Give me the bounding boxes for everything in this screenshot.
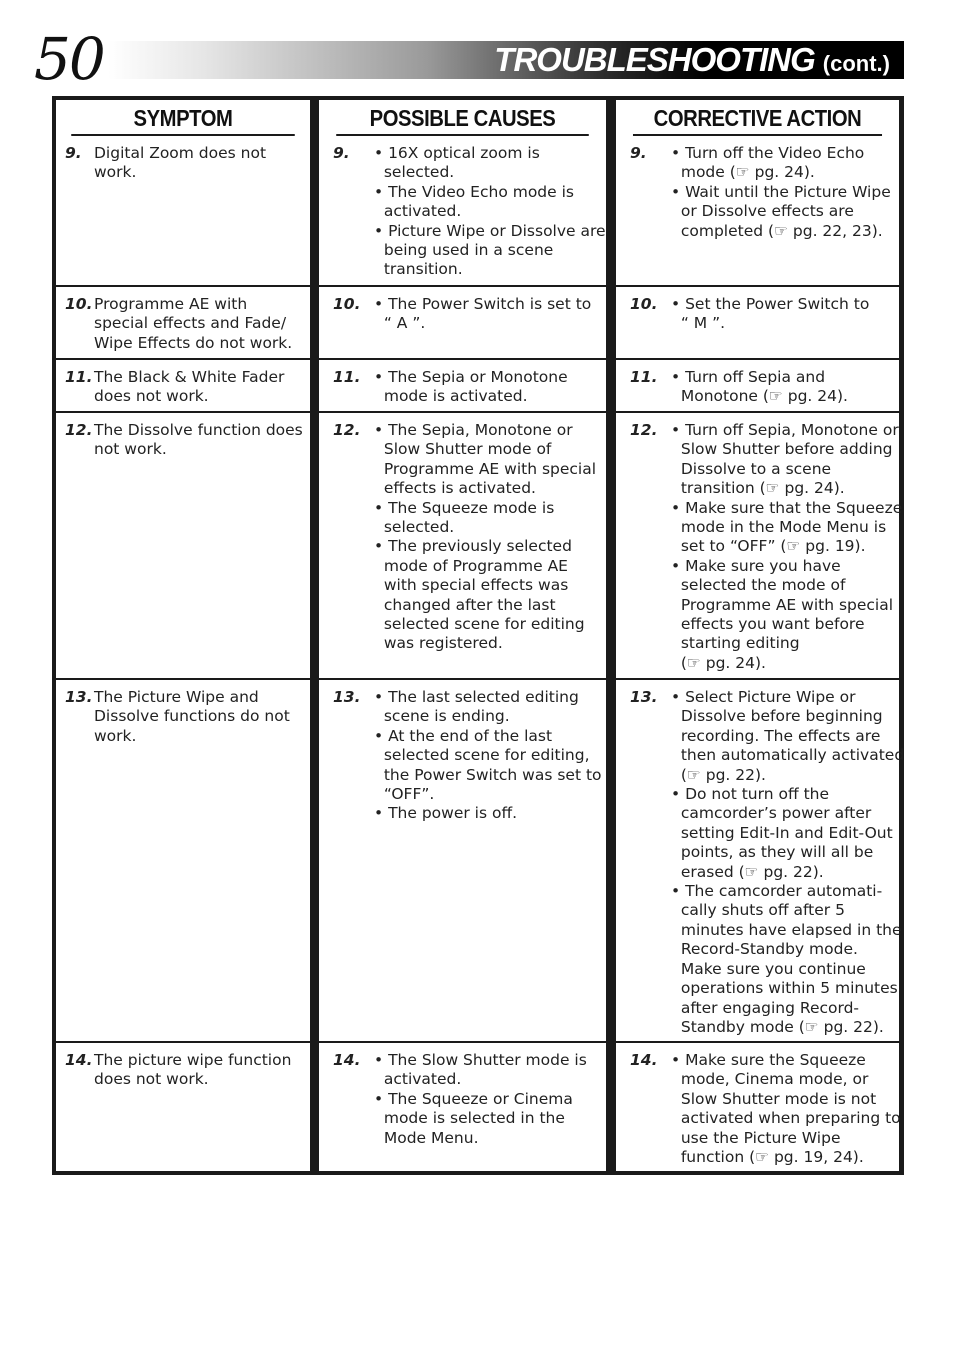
text-line: selected.: [374, 163, 455, 182]
item-number: 14.: [65, 1051, 93, 1069]
text-line: selected scene for editing,: [374, 746, 590, 765]
text-line: starting editing: [671, 634, 800, 653]
text-line: transition (☞ pg. 24).: [671, 479, 845, 498]
text-line: • The Sepia, Monotone or: [374, 421, 573, 439]
text-line: • 16X optical zoom is: [374, 144, 540, 162]
text-line: activated.: [374, 202, 462, 221]
row-divider: [319, 1041, 606, 1043]
row-divider: [319, 411, 606, 413]
causes-column: [319, 100, 606, 1171]
text-line: Dissolve before beginning: [671, 707, 883, 726]
text-line: • The power is off.: [374, 804, 518, 823]
causes-header: POSSIBLE CAUSES: [336, 100, 589, 136]
symptom-text: [94, 1051, 306, 1090]
text-line: Standby mode (☞ pg. 22).: [671, 1017, 884, 1036]
text-line: effects you want before: [671, 615, 865, 634]
action-text: [671, 421, 903, 673]
symptom-header: SYMPTOM: [71, 100, 295, 136]
text-line: erased (☞ pg. 22).: [671, 862, 824, 881]
text-line: • The previously selected: [374, 537, 572, 556]
text-line: does not work.: [94, 1070, 209, 1089]
row-divider: [616, 1041, 899, 1043]
text-line: • The Squeeze mode is: [374, 498, 555, 517]
text-line: The Picture Wipe and: [94, 688, 259, 706]
text-line: • Turn off Sepia, Monotone or: [671, 421, 899, 439]
text-line: • Make sure that the Squeeze: [671, 498, 903, 517]
text-line: • Wait until the Picture Wipe: [671, 182, 891, 201]
page-title: [494, 41, 890, 79]
text-line: effects is activated.: [374, 479, 536, 498]
text-line: after engaging Record-: [671, 998, 860, 1017]
text-line: The picture wipe function: [94, 1051, 292, 1069]
text-line: changed after the last: [374, 595, 556, 614]
text-line: • The camcorder automati-: [671, 882, 883, 901]
action-text: [671, 368, 895, 407]
text-line: • At the end of the last: [374, 726, 553, 745]
action-column: [616, 100, 905, 1171]
text-line: not work.: [94, 440, 167, 459]
item-number: 14.: [333, 1051, 361, 1069]
item-number: 11.: [333, 368, 361, 386]
text-line: Mode Menu.: [374, 1128, 479, 1147]
text-line: selected.: [374, 518, 455, 537]
action-text: [671, 688, 905, 1037]
item-number: 14.: [630, 1051, 658, 1069]
row-divider: [56, 678, 310, 680]
symptom-text: [94, 368, 306, 407]
text-line: points, as they will all be: [671, 843, 874, 862]
text-line: • The last selected editing: [374, 688, 579, 706]
row-divider: [616, 678, 899, 680]
item-number: 11.: [630, 368, 658, 386]
text-line: mode is activated.: [374, 387, 528, 406]
text-line: cally shuts off after 5: [671, 901, 845, 920]
page-number: 50: [34, 25, 104, 93]
text-line: work.: [94, 163, 137, 182]
action-text: [671, 295, 895, 334]
title-bar: [108, 41, 904, 79]
row-divider: [319, 678, 606, 680]
causes-text: [374, 295, 602, 334]
text-line: minutes have elapsed in the: [671, 920, 902, 939]
text-line: (☞ pg. 24).: [671, 653, 766, 672]
text-line: work.: [94, 726, 137, 745]
text-line: activated when preparing to: [671, 1109, 901, 1128]
text-line: use the Picture Wipe: [671, 1128, 841, 1147]
text-line: • Turn off Sepia and: [671, 368, 826, 386]
row-divider: [319, 285, 606, 287]
symptom-column: [56, 100, 310, 1171]
item-number: 13.: [333, 688, 361, 706]
text-line: • The Power Switch is set to: [374, 295, 592, 313]
text-line: Programme AE with special: [374, 459, 597, 478]
text-line: The Black & White Fader: [94, 368, 285, 386]
row-divider: [56, 285, 310, 287]
text-line: Wipe Effects do not work.: [94, 333, 293, 352]
text-line: special effects and Fade/: [94, 314, 287, 333]
text-line: function (☞ pg. 19, 24).: [671, 1148, 864, 1167]
text-line: mode is selected in the: [374, 1109, 565, 1128]
row-divider: [616, 285, 899, 287]
text-line: Record-Standby mode.: [671, 940, 858, 959]
text-line: mode of Programme AE: [374, 556, 568, 575]
text-line: operations within 5 minutes: [671, 979, 898, 998]
row-divider: [616, 358, 899, 360]
text-line: Slow Shutter before adding: [671, 440, 893, 459]
text-line: (☞ pg. 22).: [671, 765, 766, 784]
text-line: Slow Shutter mode is not: [671, 1089, 877, 1108]
row-divider: [56, 358, 310, 360]
text-line: The Dissolve function does: [94, 421, 303, 439]
action-header: CORRECTIVE ACTION: [633, 100, 882, 136]
text-line: Monotone (☞ pg. 24).: [671, 387, 848, 406]
causes-text: [374, 368, 602, 407]
text-line: • Turn off the Video Echo: [671, 144, 865, 162]
text-line: completed (☞ pg. 22, 23).: [671, 221, 883, 240]
text-line: does not work.: [94, 387, 209, 406]
text-line: • Set the Power Switch to: [671, 295, 870, 313]
text-line: Slow Shutter mode of: [374, 440, 552, 459]
item-number: 13.: [65, 688, 93, 706]
text-line: • Make sure you have: [671, 556, 841, 575]
item-number: 9.: [630, 144, 647, 162]
symptom-text: [94, 144, 306, 183]
row-divider: [56, 1041, 310, 1043]
text-line: or Dissolve effects are: [671, 202, 854, 221]
causes-text: [374, 688, 602, 824]
text-line: Make sure you continue: [671, 959, 866, 978]
text-line: selected the mode of: [671, 576, 846, 595]
item-number: 10.: [630, 295, 658, 313]
action-text: [671, 144, 895, 241]
text-line: • The Sepia or Monotone: [374, 368, 568, 386]
text-line: Dissolve functions do not: [94, 707, 290, 726]
text-line: being used in a scene: [374, 241, 554, 260]
text-line: activated.: [374, 1070, 462, 1089]
text-line: the Power Switch was set to: [374, 765, 602, 784]
row-divider: [319, 358, 606, 360]
text-line: set to “OFF” (☞ pg. 19).: [671, 537, 866, 556]
symptom-text: [94, 688, 306, 746]
item-number: 13.: [630, 688, 658, 706]
text-line: • The Squeeze or Cinema: [374, 1089, 573, 1108]
text-line: • Do not turn off the: [671, 785, 830, 804]
causes-text: [374, 144, 606, 280]
text-line: setting Edit-In and Edit-Out: [671, 823, 893, 842]
item-number: 12.: [333, 421, 361, 439]
text-line: • The Slow Shutter mode is: [374, 1051, 587, 1069]
text-line: mode, Cinema mode, or: [671, 1070, 869, 1089]
text-line: Programme AE with: [94, 295, 248, 313]
causes-text: [374, 1051, 602, 1148]
text-line: “ M ”.: [671, 314, 726, 333]
item-number: 9.: [333, 144, 350, 162]
row-divider: [56, 411, 310, 413]
text-line: Digital Zoom does not: [94, 144, 267, 162]
text-line: then automatically activated: [671, 746, 905, 765]
item-number: 12.: [630, 421, 658, 439]
item-number: 11.: [65, 368, 93, 386]
text-line: transition.: [374, 260, 463, 279]
action-text: [671, 1051, 901, 1167]
text-line: scene is ending.: [374, 707, 510, 726]
text-line: mode in the Mode Menu is: [671, 518, 887, 537]
item-number: 12.: [65, 421, 93, 439]
page-title-main: TROUBLESHOOTING: [494, 41, 815, 78]
text-line: recording. The effects are: [671, 726, 881, 745]
text-line: camcorder’s power after: [671, 804, 872, 823]
text-line: “OFF”.: [374, 785, 435, 804]
page-title-suffix: (cont.): [822, 51, 890, 76]
text-line: • The Video Echo mode is: [374, 182, 574, 201]
text-line: selected scene for editing: [374, 615, 585, 634]
text-line: • Make sure the Squeeze: [671, 1051, 866, 1069]
symptom-text: [94, 295, 306, 353]
item-number: 10.: [333, 295, 361, 313]
text-line: “ A ”.: [374, 314, 426, 333]
item-number: 10.: [65, 295, 93, 313]
symptom-text: [94, 421, 306, 460]
text-line: mode (☞ pg. 24).: [671, 163, 815, 182]
text-line: • Select Picture Wipe or: [671, 688, 856, 706]
text-line: was registered.: [374, 634, 503, 653]
text-line: • Picture Wipe or Dissolve are: [374, 221, 606, 240]
text-line: Programme AE with special: [671, 595, 894, 614]
item-number: 9.: [65, 144, 82, 162]
text-line: Dissolve to a scene: [671, 459, 832, 478]
row-divider: [616, 411, 899, 413]
causes-text: [374, 421, 602, 654]
text-line: with special effects was: [374, 576, 569, 595]
troubleshooting-table: [52, 96, 904, 1175]
